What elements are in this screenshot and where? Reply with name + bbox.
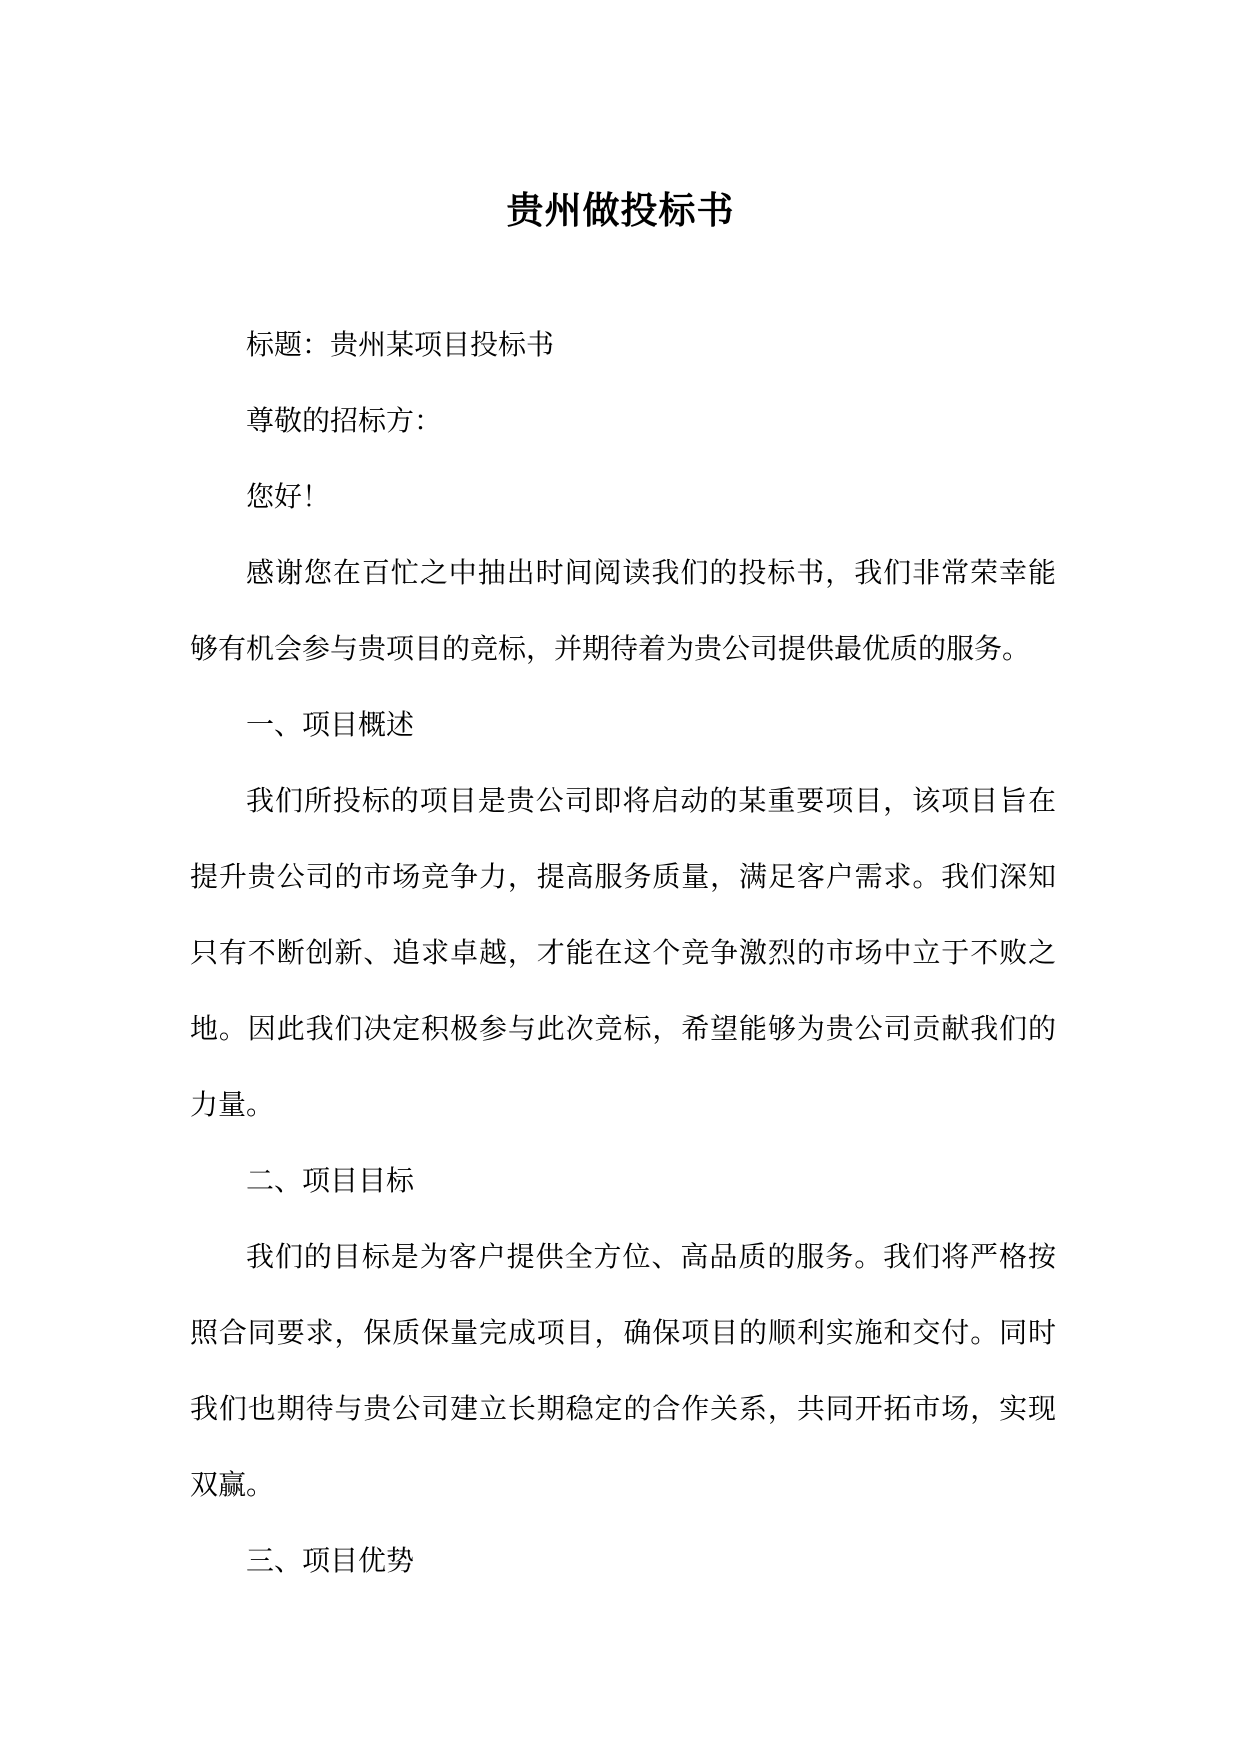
salutation: 尊敬的招标方：	[246, 404, 443, 437]
section-heading-goals: 二、项目目标	[246, 1164, 415, 1197]
goals-paragraph: 我们的目标是为客户提供全方位、高品质的服务。我们将严格按照合同要求，保质保量完成项目，确保项目的顺利实施和交付。同时我们也期待与贵公司建立长期稳定的合作关系，共同开拓市场，实现双赢。	[190, 1240, 1056, 1501]
overview-paragraph: 我们所投标的项目是贵公司即将启动的某重要项目，该项目旨在提升贵公司的市场竞争力，提高服务质量，满足客户需求。我们深知只有不断创新、追求卓越，才能在这个竞争激烈的市场中立于不败之地。因此我们决定积极参与此次竞标，希望能够为贵公司贡献我们的力量。	[190, 784, 1056, 1121]
subject-line: 标题：贵州某项目投标书	[246, 328, 555, 361]
document-title: 贵州做投标书	[506, 188, 735, 232]
section-heading-advantages: 三、项目优势	[246, 1544, 415, 1577]
section-heading-overview: 一、项目概述	[246, 708, 415, 741]
document-body	[190, 307, 1056, 1599]
greeting: 您好！	[246, 480, 331, 513]
intro-paragraph: 感谢您在百忙之中抽出时间阅读我们的投标书，我们非常荣幸能够有机会参与贵项目的竞标，并期待着为贵公司提供最优质的服务。	[190, 556, 1056, 665]
